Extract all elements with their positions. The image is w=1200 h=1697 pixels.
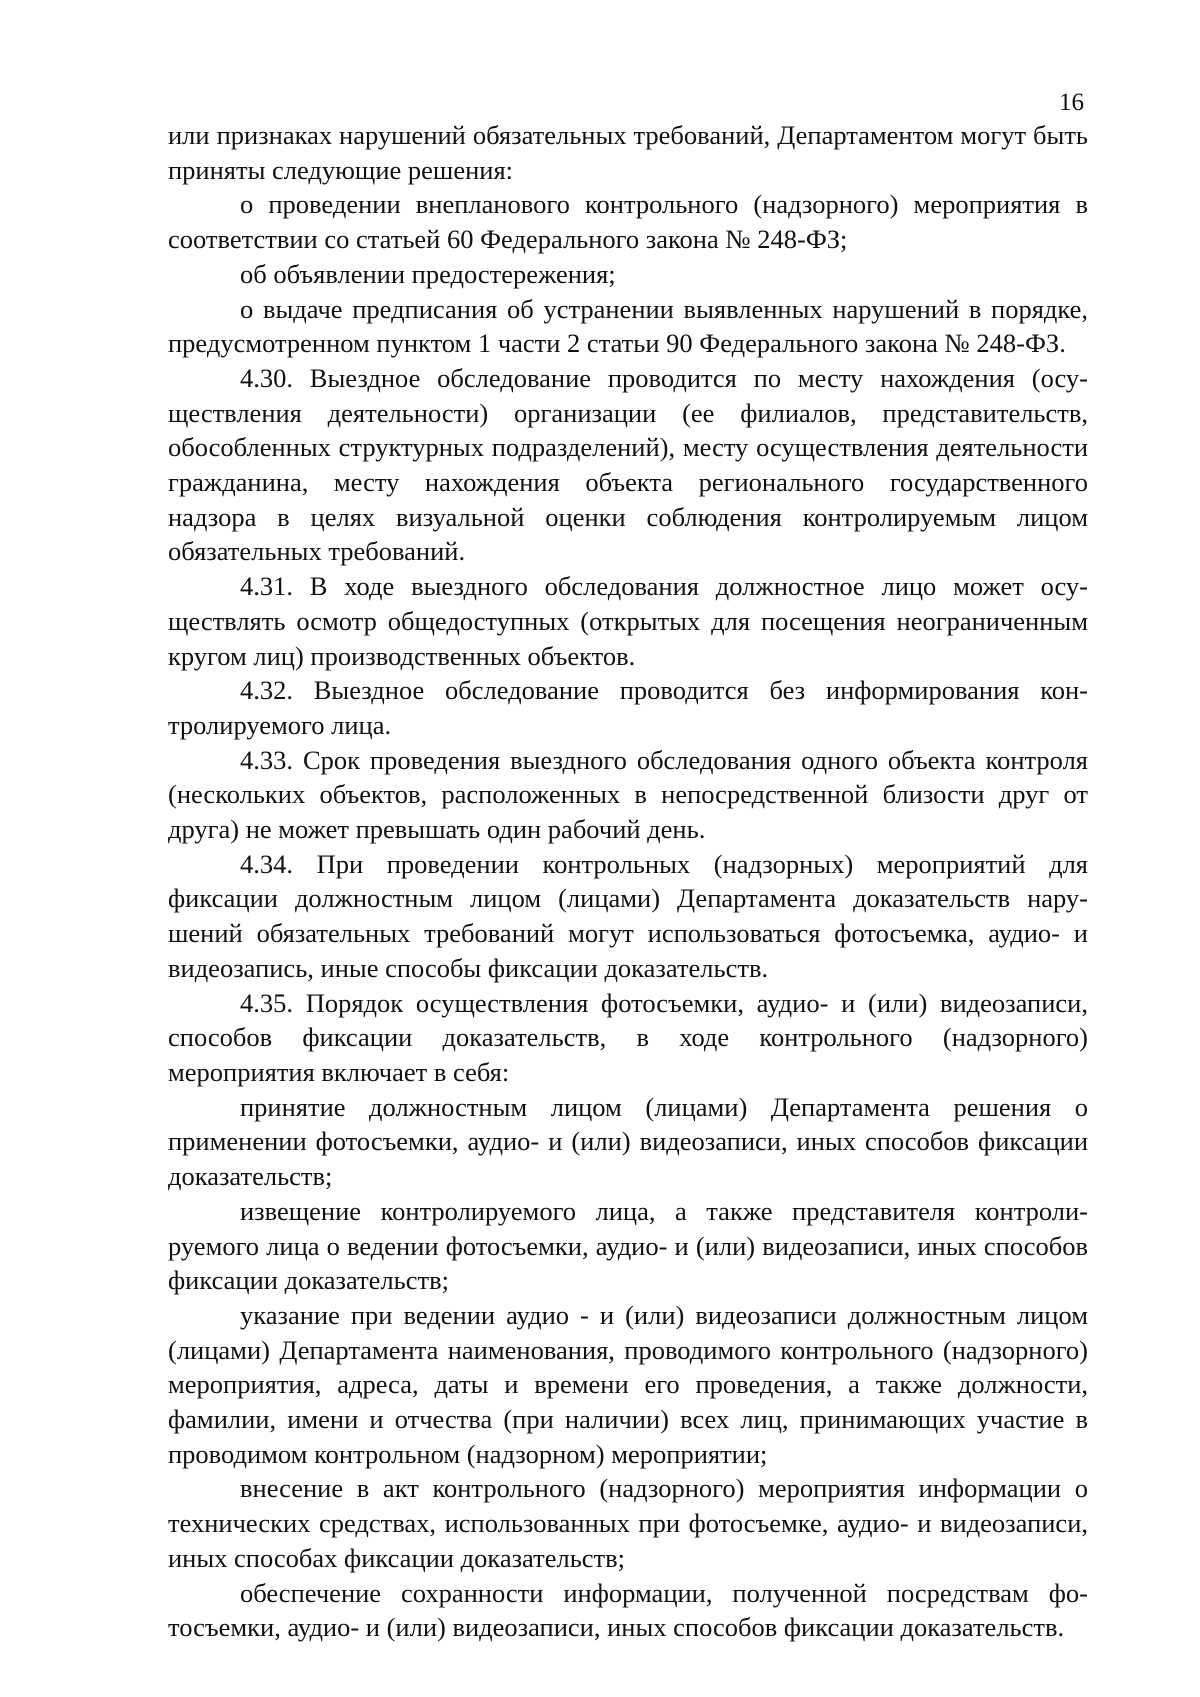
paragraph-4-31: 4.31. В ходе выездного обследования должностное лицо может осуществлять осмотр общедоступных (открытых для посещения неограниченным кругом лиц) производственных объектов. xyxy=(168,571,1088,671)
paragraph-4-32: 4.32. Выездное обследование проводится без информирования контролируемого лица. xyxy=(168,675,1088,740)
paragraph-decision-order: о выдаче предписания об устранении выявленных нарушений в порядке, предусмотренном пунктом 1 части 2 статьи 90 Федерального закона № 248-ФЗ. xyxy=(168,293,1088,359)
paragraph-4-33: 4.33. Срок проведения выездного обследования одного объекта контроля (нескольких объектов, расположенных в непосредственной близости друг от друга) не может превышать один рабочий день. xyxy=(168,744,1088,845)
list-item-recording-details: указание при ведении аудио - и (или) видеозаписи должностным лицом (лицами) Департамента наименования, проводимого контрольного (надзорного) мероприятия, адреса, даты и времени его проведения, а также должности, фамилии, имени и отчества (при наличии) всех лиц, принимающих участие в проводимом контрольном (надзорном) мероприятии; xyxy=(168,1299,1088,1469)
paragraph-4-35: 4.35. Порядок осуществления фотосъемки, аудио- и (или) видеозаписи, способов фиксации доказательств, в ходе контрольного (надзорного) мероприятия включает в себя: xyxy=(168,987,1088,1087)
page-number: 16 xyxy=(1059,89,1084,116)
paragraph-decision-warning: об объявлении предостережения; xyxy=(240,258,616,289)
list-item-decision: принятие должностным лицом (лицами) Департамента решения о применении фотосъемки, аудио- и (или) видеозаписи, иных способов фиксации доказательств; xyxy=(168,1091,1088,1192)
paragraph-4-30: 4.30. Выездное обследование проводится по месту нахождения (осуществления деятельности) организации (ее филиалов, представительств, обособленных структурных подразделений), месту осуществления деятельности гражданина, месту нахождения объекта регионального государственного надзора в целях визуальной оценки соблюдения контролируемым лицом обязательных требований. xyxy=(168,362,1088,567)
list-item-act-entry: внесение в акт контрольного (надзорного) мероприятия информации о технических средствах, использованных при фотосъемке, аудио- и видеозаписи, иных способах фиксации доказательств; xyxy=(168,1473,1088,1573)
paragraph-4-34: 4.34. При проведении контрольных (надзорных) мероприятий для фиксации должностным лицом (лицами) Департамента доказательств нарушений обязательных требований могут использоваться фотосъемка, аудио- и видеозапись, иные способы фиксации доказательств. xyxy=(168,848,1088,983)
list-item-preservation: обеспечение сохранности информации, полученной посредствам фотосъемки, аудио- и (или) видеозаписи, иных способов фиксации доказательств. xyxy=(168,1577,1088,1643)
list-item-notification: извещение контролируемого лица, а также представителя контролируемого лица о ведении фотосъемки, аудио- и (или) видеозаписи, иных способов фиксации доказательств; xyxy=(168,1195,1088,1296)
document-body xyxy=(168,118,1088,1645)
paragraph-decision-unscheduled-check: о проведении внепланового контрольного (надзорного) мероприятия в соответствии со статьей 60 Федерального закона № 248-ФЗ; xyxy=(168,189,1088,255)
paragraph-continuation: или признаках нарушений обязательных требований, Департаментом могут быть приняты следующие решения: xyxy=(168,120,1088,185)
